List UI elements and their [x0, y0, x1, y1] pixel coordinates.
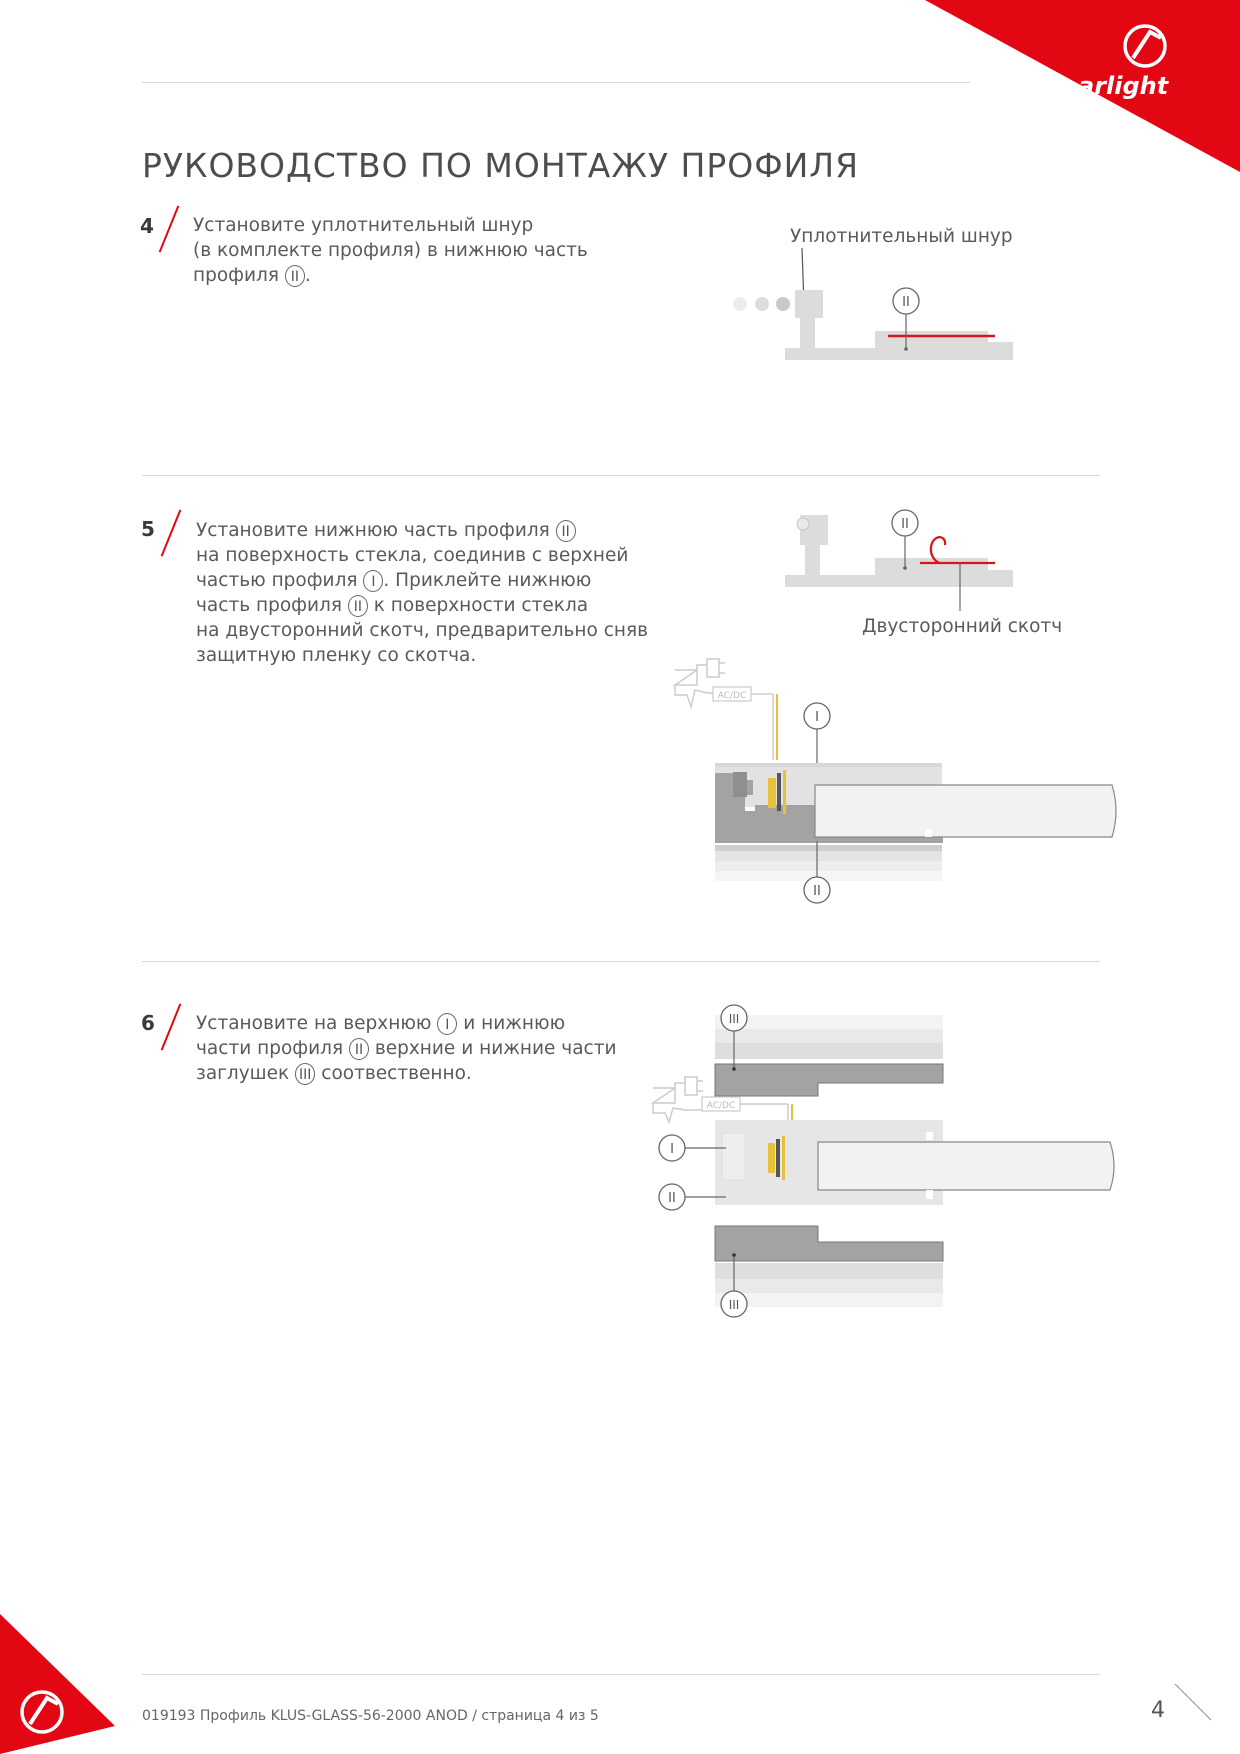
footer-brand-corner	[0, 1614, 130, 1754]
part-marker: II	[556, 520, 576, 542]
step-4-diagram	[725, 250, 1025, 390]
step-slash	[161, 1003, 182, 1050]
page-title: РУКОВОДСТВО ПО МОНТАЖУ ПРОФИЛЯ	[142, 146, 860, 186]
part-marker: III	[295, 1063, 315, 1085]
svg-text:AC/DC: AC/DC	[706, 1101, 736, 1111]
step-number: 5	[141, 517, 155, 541]
step-5-assembly-diagram	[665, 645, 1145, 905]
svg-text:I: I	[670, 1142, 674, 1157]
step-6-text: Установите на верхнюю I и нижнюю части профиля II верхние и нижние части заглушек III соотвественно.	[196, 1013, 617, 1084]
svg-text:II: II	[901, 517, 909, 532]
part-marker: I	[363, 570, 383, 592]
header-rule	[142, 82, 970, 83]
part-marker: II	[348, 595, 368, 617]
double-sided-tape-label: Двусторонний скотч	[862, 616, 1063, 637]
page-corner-line	[1175, 1684, 1225, 1724]
svg-text:III: III	[728, 1012, 740, 1026]
part-marker: I	[437, 1013, 457, 1035]
svg-text:II: II	[902, 295, 910, 310]
step-slash	[161, 509, 182, 556]
svg-text:AC/DC: AC/DC	[717, 691, 747, 701]
section-divider	[142, 961, 1100, 962]
footer-doc-info: 019193 Профиль KLUS-GLASS-56-2000 ANOD / страница 4 из 5	[142, 1708, 599, 1724]
step-4-text: Установите уплотнительный шнур (в комплекте профиля) в нижнюю часть профиля II .	[193, 215, 588, 286]
step-number: 4	[140, 214, 154, 238]
brand-logo: arlight	[1078, 72, 1169, 100]
step-6-assembly-diagram	[650, 1000, 1150, 1340]
part-marker: II	[285, 265, 305, 287]
part-marker: II	[349, 1038, 369, 1060]
step-slash	[159, 205, 180, 252]
page-number: 4	[1151, 1698, 1165, 1723]
seal-cord-label: Уплотнительный шнур	[790, 226, 1013, 247]
step-number: 6	[141, 1011, 155, 1035]
svg-text:II: II	[813, 884, 821, 899]
svg-text:II: II	[668, 1191, 676, 1206]
footer-rule	[142, 1674, 1100, 1675]
svg-text:III: III	[728, 1298, 740, 1312]
svg-text:I: I	[815, 710, 819, 725]
step-5-text: Установите нижнюю часть профиля II на поверхность стекла, соединив с верхней частью профиля I . Приклейте нижнюю часть профиля II к поверхности стекла на двусторонний скотч, предварительно сняв защитную пленку со скотча.	[196, 520, 649, 666]
section-divider	[142, 475, 1100, 476]
